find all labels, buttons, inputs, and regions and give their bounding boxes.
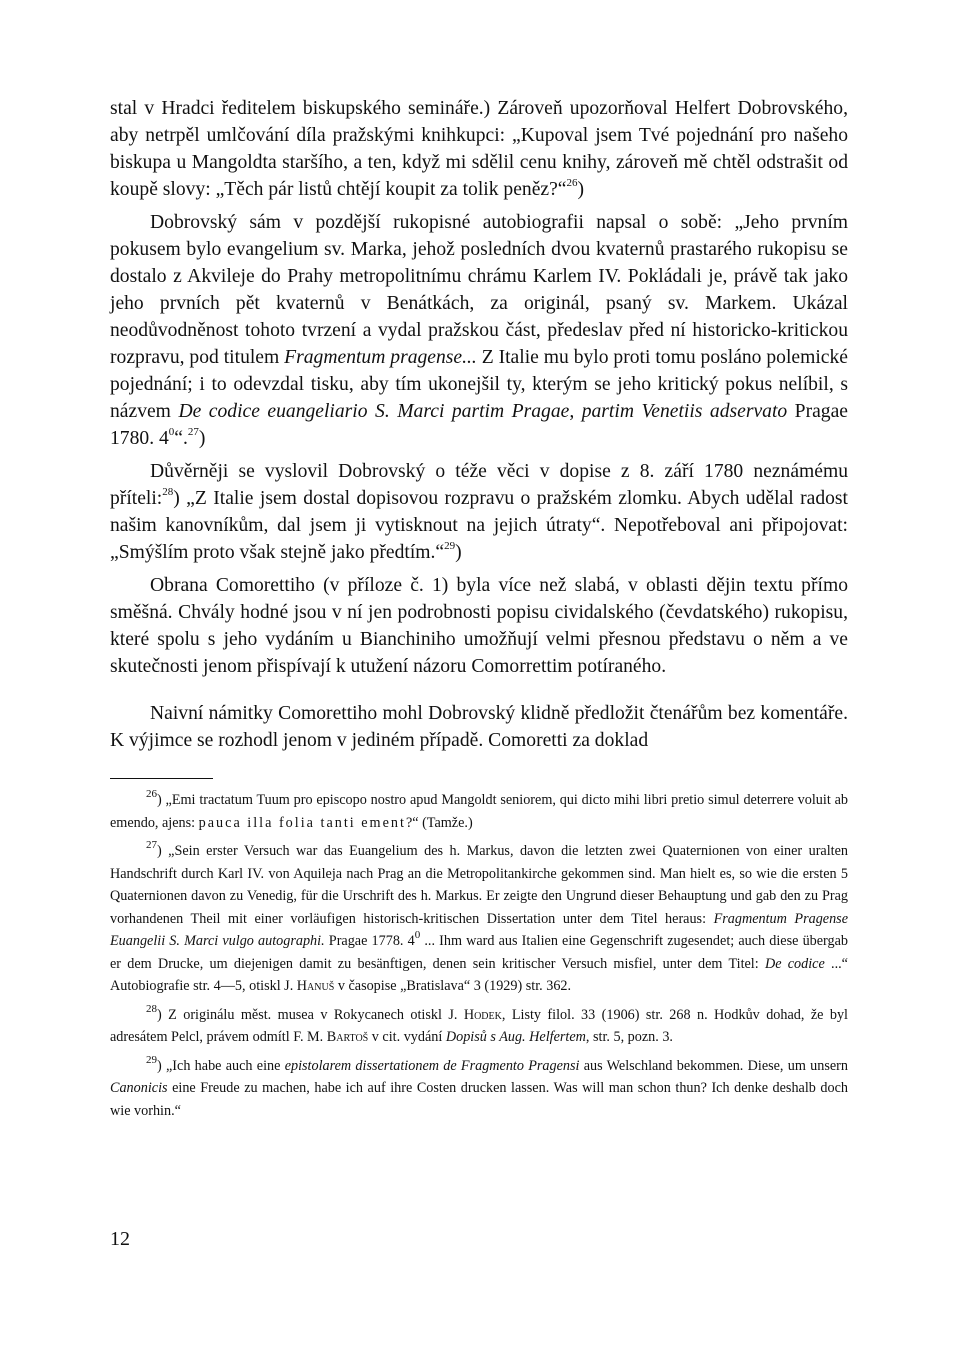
footnote-number: 27 xyxy=(146,839,157,852)
book-title: Dopisů s Aug. Helfertem xyxy=(445,1029,586,1045)
latin-word: Canonicis xyxy=(110,1080,168,1096)
author-name: Hanuš xyxy=(296,978,335,994)
paragraph-text: Dobrovský sám v pozdější rukopisné autobiografii napsal o sobě: „Jeho prvním pokusem bylo evangelium sv. Marka, jehož posledních dvou kvaternů prastarého rukopisu se dostalo z Akvileje do Prahy metropolitnímu chrámu Karlem IV. Pokládali je, právě tak jako jeho prvních pět kvaternů v Benátkách, za originál, psaný sv. Markem. Ukázal neodůvodněnost tohoto tvrzení a vydal pražskou část, předeslav před ní historicko-kritickou rozpravu, pod titulem xyxy=(110,212,848,368)
footnote-ref-27: 27 xyxy=(187,426,199,439)
footnote-text: ) Z originálu měst. musea v Rokycanech otiskl J. xyxy=(157,1006,464,1023)
page-content xyxy=(110,95,848,1122)
footnote-text: ) „Ich habe auch eine xyxy=(157,1057,285,1074)
main-text xyxy=(110,95,848,754)
page-number: 12 xyxy=(110,1228,130,1250)
paragraph-text: “. xyxy=(174,428,188,449)
paragraph-1 xyxy=(110,95,848,203)
paragraph-3 xyxy=(110,458,848,566)
paragraph-text: ) xyxy=(198,428,206,449)
paragraph-text: ) xyxy=(577,179,585,200)
footnote-text: aus Welschland bekommen. Diese, um unsern xyxy=(579,1057,848,1074)
footnotes xyxy=(110,789,848,1122)
footnote-ref-26: 26 xyxy=(566,177,578,190)
author-name: Bartoš xyxy=(326,1029,369,1045)
paragraph-text: stal v Hradci ředitelem biskupského semináře.) Zároveň upozorňoval Helfert Dobrovského, aby netrpěl umlčování díla pražskými knihkupci: „Kupoval jsem Tvé pojednání pro našeho biskupa u Mangoldta staršího, a ten, když mi sdělil cenu knihy, zároveň mě chtěl odstrašit od koupě slovy: „Těch pár listů chtějí koupit za tolik peněz?“ xyxy=(110,98,848,200)
footnote-29 xyxy=(110,1055,848,1123)
footnote-text: ) „Sein erster Versuch war das Euangelium des h. Markus, davon die letzten zwei Quaternionen von einer uralten Handschrift durch Karl IV. von Aquileja nach Prag an die Metropolitankirche gekommen sind. Man hielt es, so wie die ersten 5 Quaternionen davon zu Venedig, für die Urschrift des h. Markus. Er zeigte den Ungrund dieser Behauptung und gab den zu Prag vorhandenen Theil mit einer vorläufigen historisch-kritischen Dissertation unter dem Titel heraus: xyxy=(110,843,848,927)
book-title: Fragmentum Pragense Euangelii S. Marci vulgo autographi. xyxy=(110,910,848,949)
paragraph-5: Naivní námitky Comorettiho mohl Dobrovský klidně předložit čtenářům bez komentáře. K výjimce se rozhodl jenom v jediném případě. Comoretti za doklad xyxy=(110,703,848,751)
footnote-text: ) „Emi tractatum Tuum pro episcopo nostro apud Mangoldt seniorem, qui dicto mihi libri pretio simul deterrere voluit ab emendo, ajens: xyxy=(110,792,848,831)
book-title: Fragmentum pragense... xyxy=(284,347,477,368)
paragraph-text: Pragae 1780. 4 xyxy=(110,401,848,449)
latin-title: epistolarem dissertationem de Fragmento Pragensi xyxy=(284,1057,580,1074)
paragraph-text: ) „Z Italie jsem dostal dopisovou rozpravu o pražském zlomku. Abych udělal radost našim kanovníkům, dal jsem ji vytisknout na jejich útraty“. Nepotřeboval ani připojovat: „Smýšlím proto však stejně jako předtím.“ xyxy=(110,488,848,563)
footnote-text: , str. 5, pozn. 3. xyxy=(585,1029,673,1045)
paragraph-text: Z Italie mu bylo proti tomu posláno polemické pojednání; i to odevzdal tisku, aby tím ukonejšil ty, kterým se jeho kritický pokus nelíbil, s názvem xyxy=(110,347,848,422)
paragraph-4: Obrana Comorettiho (v příloze č. 1) byla více než slabá, v oblasti dějin textu přímo směšná. Chvály hodné jsou v ní jen podrobnosti popisu cividalského (čevdatského) rukopisu, které spolu s jeho vydáním u Bianchiniho umožňují velmi přesnou představu o něm a ve skutečnosti jenom přispívají k utužení názoru Comorrettim potíraného. xyxy=(110,575,848,677)
footnote-ref-28: 28 xyxy=(162,486,174,499)
book-title: De codice xyxy=(764,955,825,972)
footnote-text: ... Ihm ward aus Italien eine Gegenschrift zugesendet; auch diese übergab er dem Drucke, um diejenigen damit zu besänftigen, denen sein kritischer Versuch misfiel, unter dem Titel: xyxy=(110,933,849,972)
footnote-26 xyxy=(110,789,848,834)
footnote-text: , Listy filol. 33 (1906) str. 268 n. Hodkův dohad, že byl adresátem Pelcl, právem odmítl F. M. xyxy=(110,1006,848,1045)
degree-mark: 0 xyxy=(168,426,175,439)
footnote-text: ?“ (Tamže.) xyxy=(405,814,473,831)
paragraph-text: ) xyxy=(455,542,462,563)
paragraph-text: Důvěrněji se vyslovil Dobrovský o téže věci v dopise z 8. září 1780 neznámému příteli: xyxy=(110,461,848,509)
footnote-number: 29 xyxy=(146,1053,157,1066)
footnote-text: v časopise „Bratislava“ 3 (1929) str. 362. xyxy=(334,978,572,994)
paragraph-2 xyxy=(110,209,848,452)
footnote-number: 28 xyxy=(146,1002,157,1015)
footnote-28 xyxy=(110,1004,848,1049)
footnote-number: 26 xyxy=(146,788,157,801)
degree-mark: 0 xyxy=(414,929,421,942)
author-name: Hodek xyxy=(463,1006,502,1023)
footnote-27 xyxy=(110,840,848,998)
footnote-separator xyxy=(110,778,213,779)
footnote-ref-29: 29 xyxy=(444,540,456,553)
footnote-text: eine Freude zu machen, habe ich auf ihre Costen drucken lassen. Was will man schon thun? Ich denke deshalb doch wie vorhin.“ xyxy=(110,1080,848,1119)
spaced-emphasis: pauca illa folia tanti ement xyxy=(198,814,406,831)
footnote-text: Pragae 1778. 4 xyxy=(324,933,415,949)
footnote-text: v cit. vydání xyxy=(368,1029,446,1045)
footnote-text: ...“ Autobiografie str. 4—5, otiskl J. xyxy=(110,955,848,994)
book-title: De codice euangeliario S. Marci partim Pragae, partim Venetiis adservato xyxy=(178,401,788,422)
